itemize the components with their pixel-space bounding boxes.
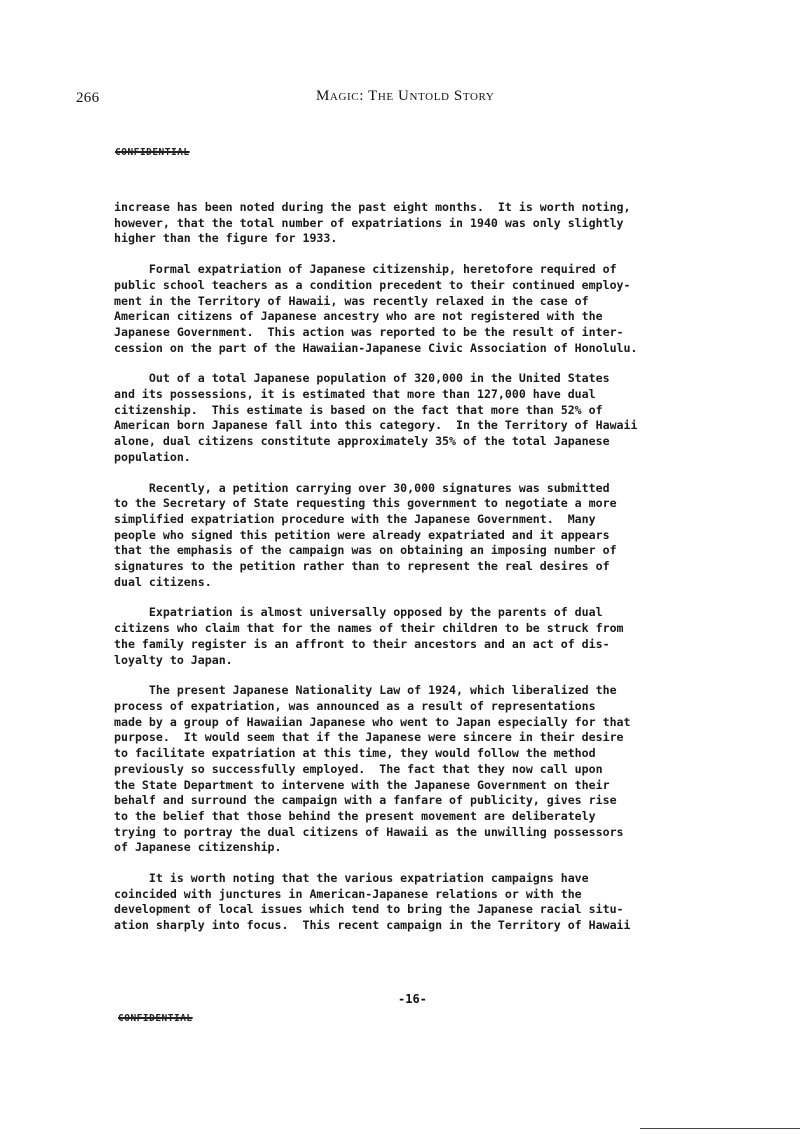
- confidential-stamp-bottom: CONFIDENTIAL: [118, 1013, 193, 1024]
- paragraph: The present Japanese Nationality Law of 1924, which liberalized the process of expatriation, was announced as a result of representations made by a group of Hawaiian Japanese who went to Japan especially for that purpose. It would seem that if the Japanese were sincere in their desire to facilitate expatriation at this time, they would follow the method previously so successfully employed. The fact that they now call upon the State Department to intervene with the Japanese Government on their behalf and surround the campaign with a fanfare of publicity, gives rise to the belief that those behind the present movement are deliberately trying to portray the dual citizens of Hawaii as the unwilling possessors of Japanese citizenship.: [114, 683, 631, 855]
- paragraph: It is worth noting that the various expatriation campaigns have coincided with junctures in American-Japanese relations or with the development of local issues which tend to bring the Japanese racial situ- ation sharply into focus. This recent campaign in the Territory of Hawaii: [114, 871, 631, 933]
- paragraph: Recently, a petition carrying over 30,000 signatures was submitted to the Secretary of State requesting this government to negotiate a more simplified expatriation procedure with the Japanese Government. Many people who signed this petition were already expatriated and it appears that the emphasis of the campaign was on obtaining an imposing number of signatures to the petition rather than to represent the real desires of dual citizens.: [114, 480, 617, 589]
- paragraph: Out of a total Japanese population of 320,000 in the United States and its possessions, it is estimated that more than 127,000 have dual citizenship. This estimate is based on the fact that more than 52% of American born Japanese fall into this category. In the Territory of Hawaii alone, dual citizens constitute approximately 35% of the total Japanese population.: [114, 371, 638, 464]
- paragraph: increase has been noted during the past eight months. It is worth noting, however, that the total number of expatriations in 1940 was only slightly higher than the figure for 1933.: [114, 200, 631, 246]
- running-title: Magic: The Untold Story: [316, 88, 495, 104]
- bottom-rule: [640, 1128, 800, 1129]
- paragraph: Formal expatriation of Japanese citizenship, heretofore required of public school teachers as a condition precedent to their continued employ- ment in the Territory of Hawaii, was recently relaxed in the case of American citizens of Japanese ancestry who are not registered with the Japanese Government. This action was reported to be the result of inter- cession on the part of the Hawaiian-Japanese Civic Association of Honolulu.: [114, 262, 638, 355]
- paragraph: Expatriation is almost universally opposed by the parents of dual citizens who claim that for the names of their children to be struck from the family register is an affront to their ancestors and an act of dis- loyalty to Japan.: [114, 605, 624, 667]
- document-body: [114, 200, 724, 949]
- page-number: 266: [76, 90, 100, 106]
- page-marker: -16-: [398, 992, 427, 1006]
- confidential-stamp-top: CONFIDENTIAL: [115, 147, 190, 158]
